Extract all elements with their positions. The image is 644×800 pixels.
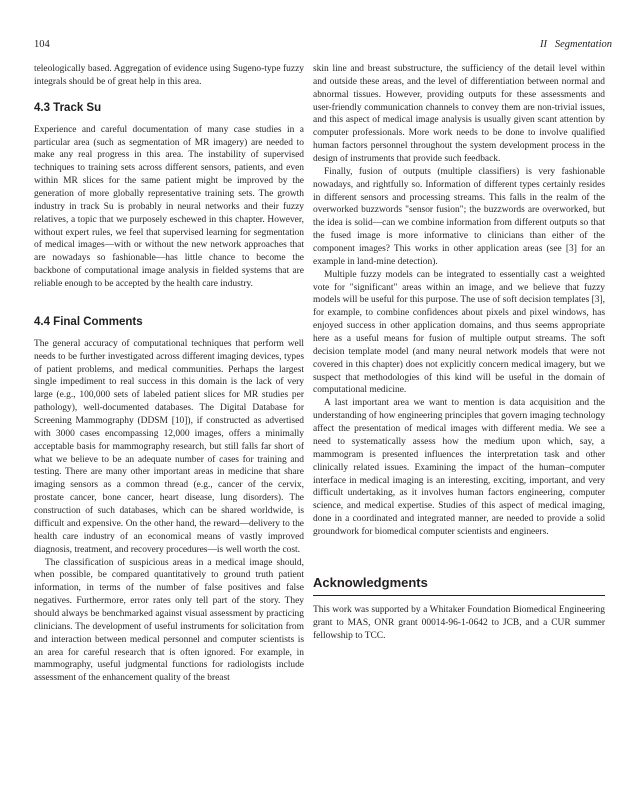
chapter-numeral: II [539,39,547,50]
final-comments-paragraph-2: The classification of suspicious areas in a medical image should, when possible, be compared quantitatively to ground truth patient information, in terms of the number of false positives and false negatives. Furthermore, error rates only tell part of the story. They should always be benchmarked against visual assessment by practicing clinicians. The development of useful instruments for solicitation from and interaction between medical personnel and computer scientists is an area for careful research that is often ignored. For example, in mammography, useful judgmental functions for radiologists include assessment of the enhancement quality of the breast [34,557,304,684]
track-su-paragraph: Experience and careful documentation of many case studies in a particular area (such as segmentation of MR imagery) are needed to make any real progress in this area. The instability of supervised techniques to training sets across different sensors, patients, and even within MR slices for the same patient might be improved by the generation of more globally representative training sets. The growth industry in track Su is probably in neural networks and their fuzzy relatives, a topic that we purposely eschewed in this chapter. However, without expert rules, we feel that supervised learning for segmentation of medical images—with or without the new network approaches that are nowadays so fashionable—has little chance to become the backbone of computational image analysis in fielded systems that are reliable enough to be accepted by the health care industry. [34,124,304,290]
right-paragraph-4: A last important area we want to mention is data acquisition and the understanding of how engineering principles that govern imaging technology affect the presentation of medical images with different media. We see a need to systematically assess how the medium upon which, say, a mammogram is presented influences the interpretation task and other clinically related issues. Examining the impact of the human–computer interface in medical imaging is an interesting, exciting, important, and very difficult undertaking, as it involves human factors engineering, computer science, and medical expertise. Studies of this aspect of medical imaging, done in a coordinated and integrated manner, are needed to provide a solid groundwork for biomedical computer scientists and engineers. [313,398,605,537]
section-heading-track-su: 4.3 Track Su [34,101,102,114]
right-column [313,63,605,642]
left-column [34,63,304,685]
acknowledgments-heading: Acknowledgments [313,575,605,596]
acknowledgments-text: This work was supported by a Whitaker Foundation Biomedical Engineering grant to MAS, ONR grant 00014-96-1-0642 to JCB, and a CUR summer fellowship to TCC. [313,604,605,641]
section-heading-final-comments: 4.4 Final Comments [34,315,143,328]
intro-paragraph: teleologically based. Aggregation of evidence using Sugeno-type fuzzy integrals should be of great help in this area. [34,64,304,87]
running-header [34,38,612,52]
chapter-title: Segmentation [554,39,612,50]
final-comments-paragraph-1: The general accuracy of computational techniques that perform well needs to be further investigated across different imaging devices, types of patient problems, and medical communities. Perhaps the largest single impediment to real success in this domain is the lack of very large (e.g., 100,000 sets of labeled patient slices for MR studies per pathology), well-documented databases. The Digital Database for Screening Mammography (DDSM [10]), if constructed as advertised with 3000 cases encompassing 12,000 images, offers a minimally acceptable basis for mammography research, but still falls far short of what we believe to be an adequate number of cases for training and testing. There are many other important areas in medicine that share imaging sensors as a common thread (e.g., cancer of the cervix, prostate cancer, bone cancer, heart disease, lung disorders). The construction of such databases, which can be shared worldwide, is difficult and expensive. On the other hand, the reward—delivery to the health care industry of an economical means of vastly improved diagnosis, treatment, and recovery procedures—is well worth the cost. [34,338,304,555]
right-paragraph-2: Finally, fusion of outputs (multiple classifiers) is very fashionable nowadays, and rightfully so. Information of different types certainly resides in different sensors and processing streams. This falls in the realm of the overworked buzzwords "sensor fusion"; the buzzwords are overworked, but the idea is solid—can we combine information from different outputs so that the fused image is more informative to clinicians than either of the component images? This works in other application areas (see [3] for an example in land-mine detection). [313,166,605,267]
running-title [540,38,612,52]
page-number: 104 [34,39,50,50]
right-paragraph-3: Multiple fuzzy models can be integrated to essentially cast a weighted vote for "significant" areas within an image, and we believe that fuzzy models will be useful for this purpose. The use of soft decision templates [3], for example, to combine confidences about pixels and pixel windows, has enjoyed success in other application domains, and thus seems appropriate here as a useful means for fusion of multiple output streams. The soft decision template model (and many neural network models that were not covered in this chapter) does not explicitly concern medical imagery, but we suspect that methodologies of this kind will be useful in the domain of computational medicine. [313,269,605,396]
right-paragraph-1: skin line and breast substructure, the sufficiency of the detail level within and outside these areas, and the level of differentiation between normal and abnormal tissues. However, providing outputs for these assessments and user-friendly communication channels to convey them are non-trivial issues, and this aspect of medical image analysis is usually given scant attention by computer professionals. More work needs to be done to involve qualified human factors personnel throughout the system development process in the design of instruments that provide such feedback. [313,64,605,165]
